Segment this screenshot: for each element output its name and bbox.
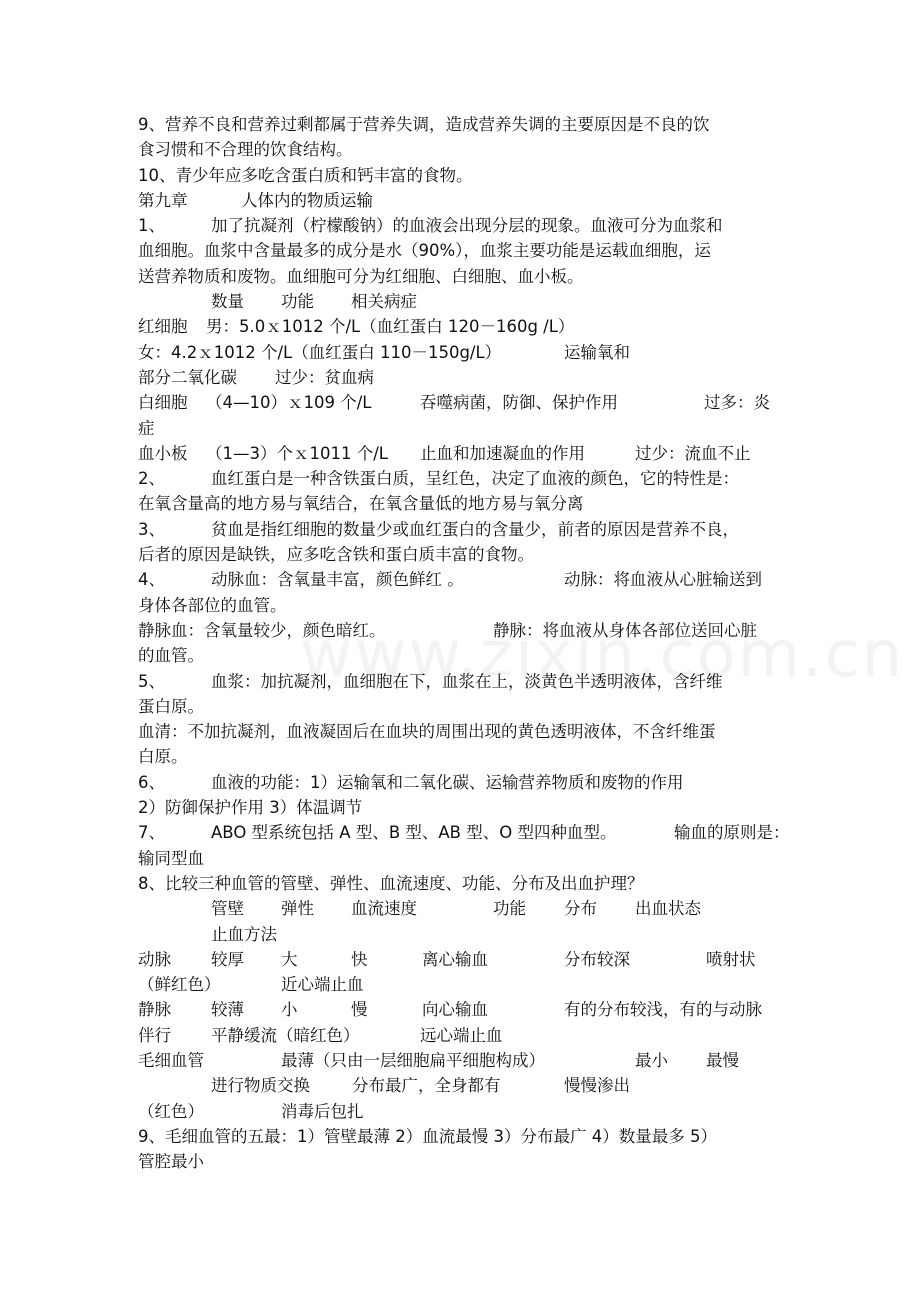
text-segment: （1—3）个ｘ1011 个/L [206, 443, 388, 463]
text-segment: 部分二氧化碳 [138, 367, 237, 387]
text-line [138, 1023, 788, 1048]
text-segment: 6、 [138, 772, 165, 792]
text-segment: 喷射状 [706, 949, 756, 969]
text-segment: 静脉 [138, 1000, 171, 1020]
text-segment: 食习惯和不合理的饮食结构。 [138, 140, 353, 160]
text-segment: （4—10）ｘ109 个/L [206, 393, 372, 413]
text-line [138, 491, 788, 516]
text-line [138, 1048, 788, 1073]
text-segment: 功能 [281, 292, 314, 312]
text-segment: 最薄（只由一层细胞扁平细胞构成） [281, 1050, 545, 1070]
text-segment: 红细胞 [138, 317, 188, 337]
text-segment: 最小 [635, 1050, 668, 1070]
text-segment: 弹性 [281, 899, 314, 919]
text-segment: 女：4.2ｘ1012 个/L（血红蛋白 110－150g/L） [138, 342, 502, 362]
text-segment: 止血方法 [211, 924, 277, 944]
text-line [138, 314, 788, 339]
text-segment: 9、毛细血管的五最：1）管壁最薄 2）血流最慢 3）分布最广 4）数量最多 5） [138, 1126, 717, 1146]
text-segment: 白原。 [138, 747, 188, 767]
text-segment: 第九章 [138, 190, 188, 210]
text-segment: 血清：不加抗凝剂，血液凝固后在血块的周围出现的黄色透明液体，不含纤维蛋 [138, 722, 716, 742]
text-segment: 蛋白原。 [138, 696, 204, 716]
text-line [138, 340, 788, 365]
text-segment: 大 [281, 949, 298, 969]
text-segment: 较薄 [211, 1000, 244, 1020]
text-segment: 小 [281, 1000, 298, 1020]
text-segment: 伴行 [138, 1025, 171, 1045]
text-segment: 症 [138, 418, 155, 438]
text-segment: 2）防御保护作用 3）体温调节 [138, 798, 363, 818]
document-body [138, 112, 788, 1174]
text-line [138, 264, 788, 289]
text-line [138, 643, 788, 668]
text-segment: 动脉血：含氧量丰富，颜色鲜红 。 [211, 570, 464, 590]
text-segment: 近心端止血 [281, 975, 364, 995]
text-segment: 过少：贫血病 [275, 367, 374, 387]
text-segment: 消毒后包扎 [281, 1101, 364, 1121]
text-line [138, 1073, 788, 1098]
text-segment: 10、青少年应多吃含蛋白质和钙丰富的食物。 [138, 165, 473, 185]
text-segment: 出血状态 [635, 899, 701, 919]
text-segment: 分布较深 [564, 949, 630, 969]
text-segment: 送营养物质和废物。血细胞可分为红细胞、白细胞、血小板。 [138, 266, 584, 286]
text-segment: 血浆：加抗凝剂，血细胞在下，血浆在上，淡黄色半透明液体，含纤维 [211, 671, 723, 691]
text-segment: 后者的原因是缺铁，应多吃含铁和蛋白质丰富的食物。 [138, 545, 534, 565]
text-segment: 静脉血：含氧量较少，颜色暗红。 [138, 620, 386, 640]
text-segment: 相关病症 [351, 292, 417, 312]
text-segment: 9、营养不良和营养过剩都属于营养失调，造成营养失调的主要原因是不良的饮 [138, 115, 710, 134]
text-segment: 动脉：将血液从心脏输送到 [564, 570, 762, 590]
text-segment: 平静缓流（暗红色） [211, 1025, 360, 1045]
text-line [138, 922, 788, 947]
text-line [138, 289, 788, 314]
text-line [138, 1124, 788, 1149]
text-segment: 离心输血 [422, 949, 488, 969]
text-segment: 2、 [138, 469, 165, 489]
text-segment: 8、比较三种血管的管壁、弹性、血流速度、功能、分布及出血护理？ [138, 873, 644, 893]
text-segment: 血红蛋白是一种含铁蛋白质，呈红色，决定了血液的颜色，它的特性是： [211, 469, 739, 489]
text-segment: 管壁 [211, 899, 244, 919]
text-segment: 输同型血 [138, 848, 204, 868]
text-segment: 静脉：将血液从身体各部位送回心脏 [493, 620, 757, 640]
text-segment: 运输氧和 [564, 342, 630, 362]
text-segment: 血液的功能：1）运输氧和二氧化碳、运输营养物质和废物的作用 [211, 772, 684, 792]
text-segment: 输血的原则是： [674, 823, 790, 843]
text-segment: 白细胞 [138, 393, 188, 413]
text-segment: 3、 [138, 519, 165, 539]
text-segment: 贫血是指红细胞的数量少或血红蛋白的含量少，前者的原因是营养不良， [211, 519, 739, 539]
text-segment: 吞噬病菌，防御、保护作用 [420, 393, 618, 413]
text-line [138, 795, 788, 820]
text-line [138, 137, 788, 162]
text-segment: 数量 [211, 292, 244, 312]
text-line [138, 238, 788, 263]
text-segment: 止血和加速凝血的作用 [420, 443, 585, 463]
text-segment: 男：5.0ｘ1012 个/L（血红蛋白 120－160g /L） [206, 317, 575, 337]
text-segment: 分布最广，全身都有 [352, 1076, 501, 1096]
text-line [138, 416, 788, 441]
text-segment: 有的分布较浅，有的与动脉 [564, 1000, 762, 1020]
text-line [138, 188, 788, 213]
text-segment: 血小板 [138, 443, 188, 463]
text-segment: 4、 [138, 570, 165, 590]
text-line [138, 744, 788, 769]
text-segment: 远心端止血 [420, 1025, 503, 1045]
text-line [138, 618, 788, 643]
text-segment: 加了抗凝剂（柠檬酸钠）的血液会出现分层的现象。血液可分为血浆和 [211, 216, 723, 236]
text-line [138, 593, 788, 618]
text-segment: 向心输血 [422, 1000, 488, 1020]
text-line [138, 542, 788, 567]
text-segment: 身体各部位的血管。 [138, 595, 287, 615]
text-line [138, 669, 788, 694]
text-line [138, 820, 788, 845]
text-line [138, 567, 788, 592]
text-segment: 过少：流血不止 [635, 443, 751, 463]
text-line [138, 517, 788, 542]
text-segment: 人体内的物质运输 [241, 190, 373, 210]
text-line [138, 441, 788, 466]
text-line [138, 1149, 788, 1174]
text-line [138, 466, 788, 491]
text-segment: 最慢 [706, 1050, 739, 1070]
text-segment: 功能 [493, 899, 526, 919]
text-line [138, 846, 788, 871]
text-segment: 血流速度 [351, 899, 417, 919]
text-line [138, 365, 788, 390]
text-segment: 快 [351, 949, 368, 969]
text-segment: ABO 型系统包括 A 型、B 型、AB 型、O 型四种血型。 [211, 823, 617, 843]
text-line [138, 947, 788, 972]
text-segment: 7、 [138, 823, 165, 843]
text-line [138, 871, 788, 896]
text-segment: 毛细血管 [138, 1050, 204, 1070]
text-segment: 的血管。 [138, 646, 204, 666]
text-segment: （红色） [138, 1101, 204, 1121]
text-segment: （鲜红色） [138, 975, 221, 995]
text-segment: 管腔最小 [138, 1152, 204, 1172]
text-line [138, 112, 788, 137]
text-line [138, 163, 788, 188]
text-line [138, 1099, 788, 1124]
text-segment: 动脉 [138, 949, 171, 969]
text-segment: 5、 [138, 671, 165, 691]
text-segment: 慢慢渗出 [564, 1076, 630, 1096]
text-segment: 进行物质交换 [211, 1076, 310, 1096]
text-line [138, 972, 788, 997]
text-segment: 在氧含量高的地方易与氧结合，在氧含量低的地方易与氧分离 [138, 494, 584, 514]
text-segment: 过多：炎 [704, 393, 770, 413]
text-line [138, 770, 788, 795]
text-line [138, 694, 788, 719]
text-segment: 血细胞。血浆中含量最多的成分是水（90%），血浆主要功能是运载血细胞，运 [138, 241, 711, 261]
text-line [138, 997, 788, 1022]
text-segment: 慢 [351, 1000, 368, 1020]
text-line [138, 213, 788, 238]
text-segment: 1、 [138, 216, 165, 236]
text-segment: 分布 [564, 899, 597, 919]
text-line [138, 719, 788, 744]
text-line [138, 390, 788, 415]
text-line [138, 896, 788, 921]
text-segment: 较厚 [211, 949, 244, 969]
